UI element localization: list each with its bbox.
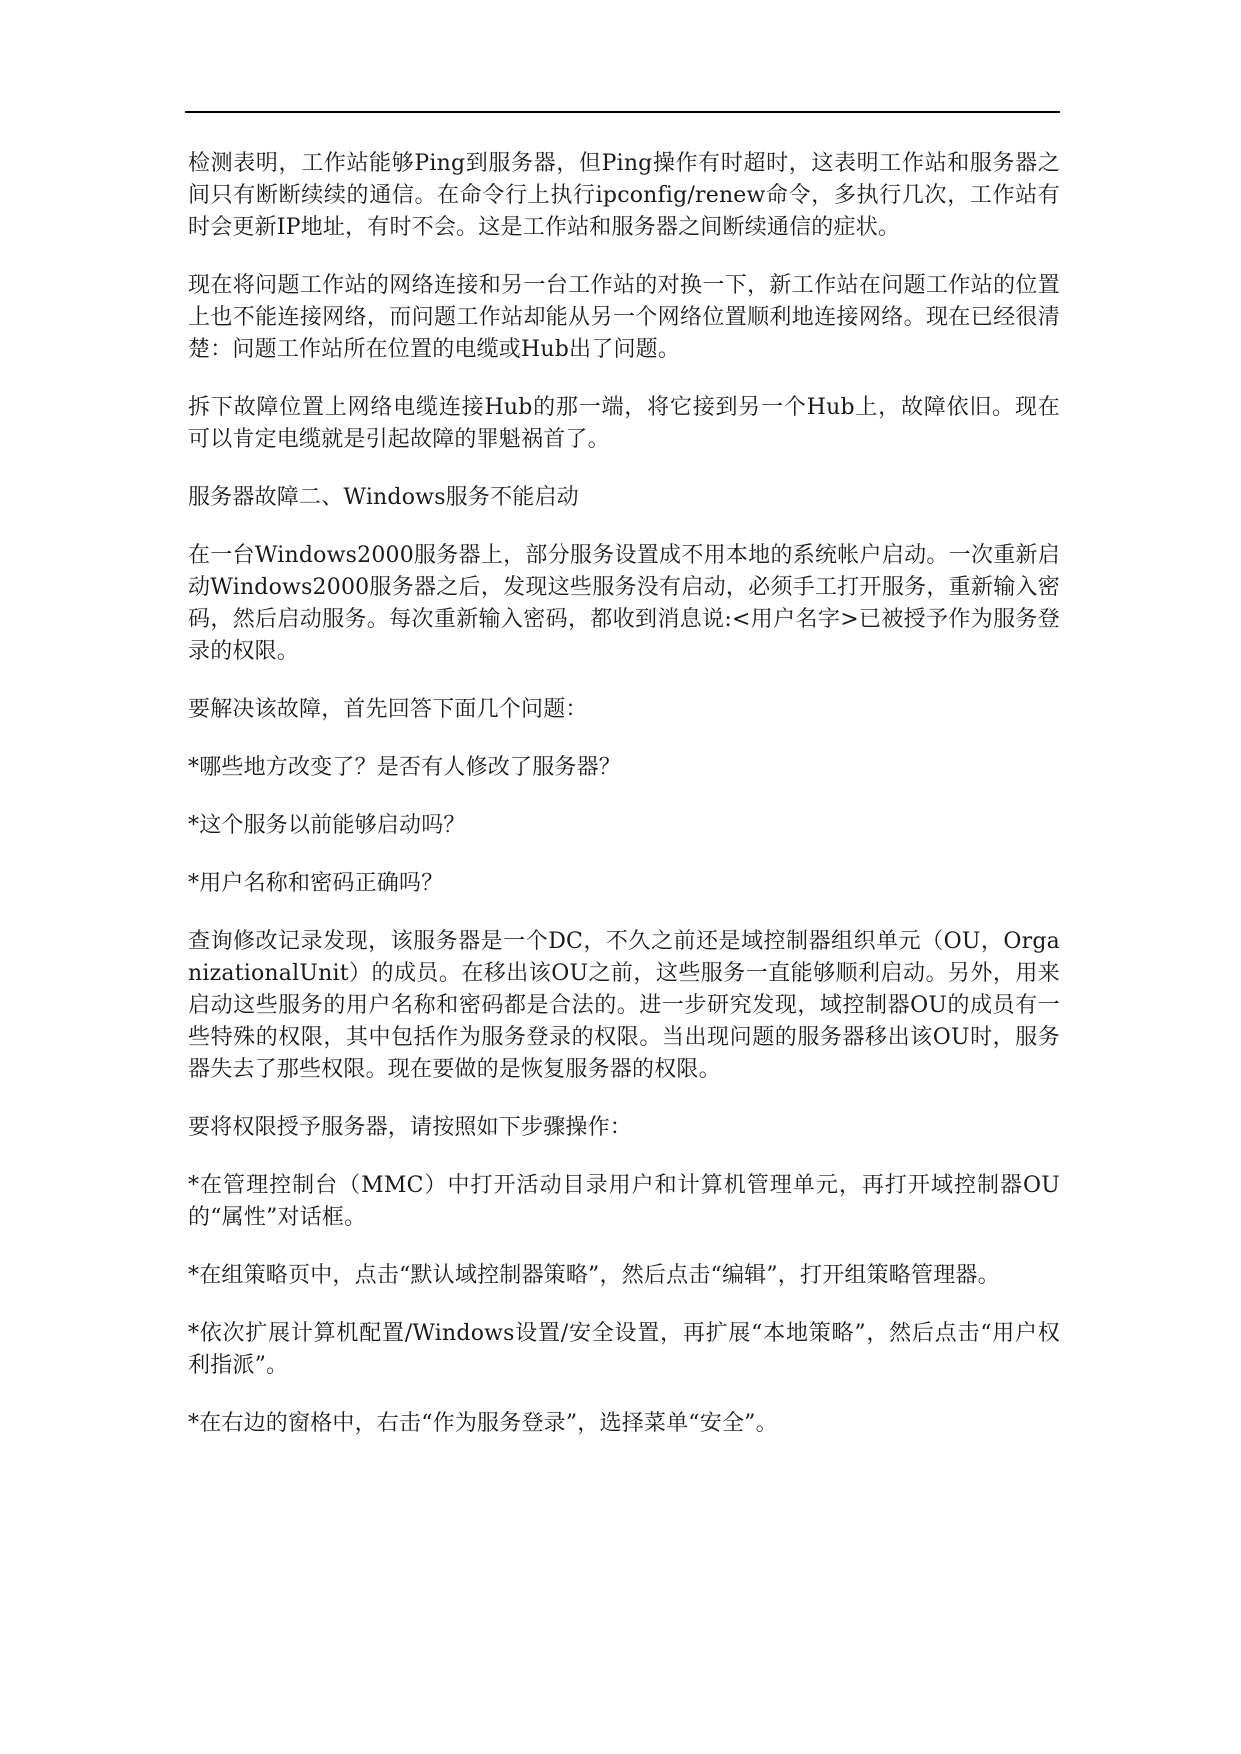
paragraph: 要将权限授予服务器，请按照如下步骤操作：	[188, 1115, 633, 1140]
question-item: *哪些地方改变了？是否有人修改了服务器？	[188, 755, 622, 780]
paragraph: 现在将问题工作站的网络连接和另一台工作站的对换一下，新工作站在问题工作站的位置上也不能连接网络，而问题工作站却能从另一个网络位置顺利地连接网络。现在已经很清楚：问题工作站所在位置的电缆或Hub出了问题。	[188, 273, 1060, 362]
section-heading: 服务器故障二、Windows服务不能启动	[188, 485, 579, 510]
step-item: *在右边的窗格中，右击“作为服务登录”，选择菜单“安全”。	[188, 1411, 778, 1436]
paragraph: 检测表明，工作站能够Ping到服务器，但Ping操作有时超时，这表明工作站和服务器之间只有断断续续的通信。在命令行上执行ipconfig/renew命令，多执行几次，工作站有时会更新IP地址，有时不会。这是工作站和服务器之间断续通信的症状。	[188, 151, 1060, 240]
step-item: *在组策略页中，点击“默认域控制器策略”，然后点击“编辑”，打开组策略管理器。	[188, 1263, 1000, 1288]
step-item: *依次扩展计算机配置/Windows设置/安全设置，再扩展“本地策略”，然后点击“用户权利指派”。	[188, 1321, 1060, 1378]
header-rule	[185, 111, 1060, 113]
step-item: *在管理控制台（MMC）中打开活动目录用户和计算机管理单元，再打开域控制器OU的“属性”对话框。	[188, 1173, 1060, 1230]
paragraph: 拆下故障位置上网络电缆连接Hub的那一端，将它接到另一个Hub上，故障依旧。现在可以肯定电缆就是引起故障的罪魁祸首了。	[188, 395, 1060, 452]
paragraph: 查询修改记录发现，该服务器是一个DC，不久之前还是域控制器组织单元（OU，OrganizationalUnit）的成员。在移出该OU之前，这些服务一直能够顺利启动。另外，用来启动这些服务的用户名称和密码都是合法的。进一步研究发现，域控制器OU的成员有一些特殊的权限，其中包括作为服务登录的权限。当出现问题的服务器移出该OU时，服务器失去了那些权限。现在要做的是恢复服务器的权限。	[188, 929, 1060, 1082]
document-body	[188, 148, 1060, 1466]
question-item: *这个服务以前能够启动吗？	[188, 813, 466, 838]
paragraph: 要解决该故障，首先回答下面几个问题：	[188, 697, 588, 722]
question-item: *用户名称和密码正确吗？	[188, 871, 444, 896]
paragraph: 在一台Windows2000服务器上，部分服务设置成不用本地的系统帐户启动。一次重新启动Windows2000服务器之后，发现这些服务没有启动，必须手工打开服务，重新输入密码，然后启动服务。每次重新输入密码，都收到消息说:<用户名字>已被授予作为服务登录的权限。	[188, 543, 1060, 664]
